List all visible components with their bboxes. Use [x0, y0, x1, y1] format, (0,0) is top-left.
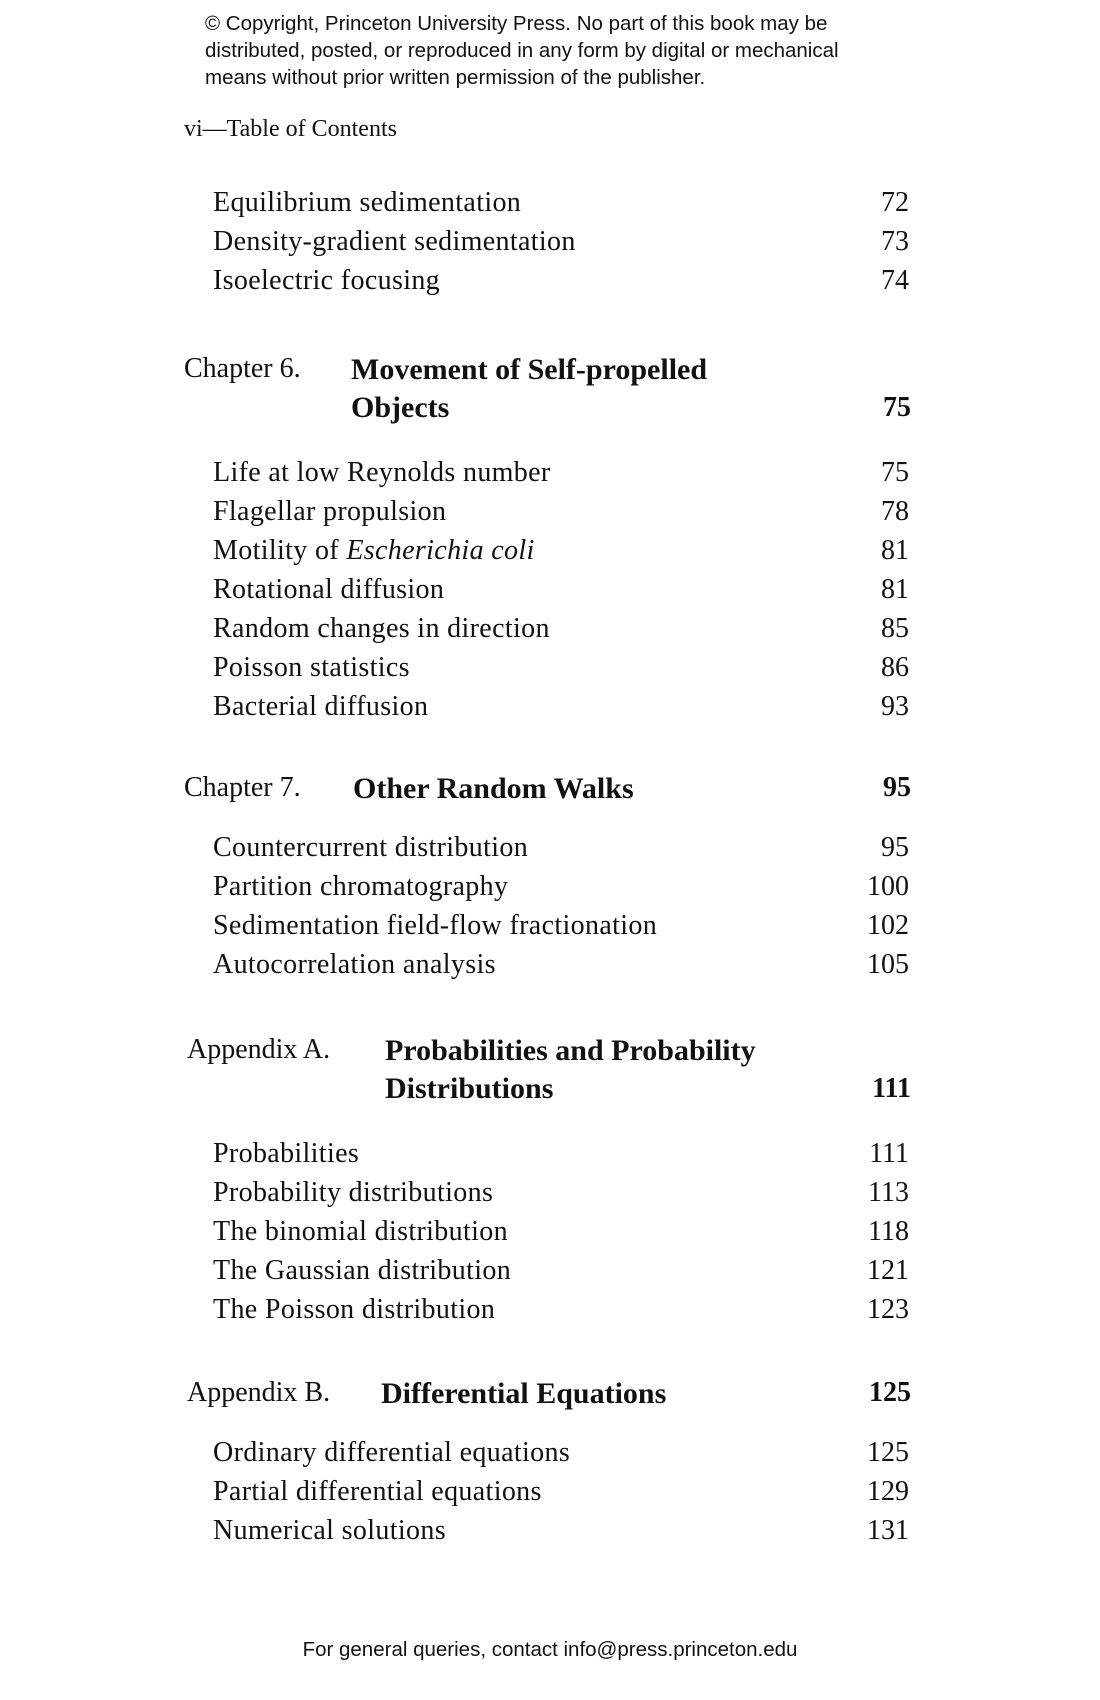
toc-entry: [0, 570, 1100, 609]
chapter-label: Chapter 7.: [184, 772, 301, 803]
toc-entry-title: Probability distributions: [213, 1177, 494, 1208]
toc-entry-page: 86: [881, 652, 909, 683]
chapter-title: [351, 351, 707, 427]
toc-entry-title: Countercurrent distribution: [213, 832, 529, 863]
toc-entry: [0, 1433, 1100, 1472]
chapter-6-section: [0, 353, 1100, 726]
running-head: vi—Table of Contents: [184, 116, 397, 142]
chapter-page: 125: [869, 1377, 911, 1408]
toc-entry-page: 95: [881, 832, 909, 863]
toc-entry-title: Partial differential equations: [213, 1476, 542, 1507]
toc-entry-page: 85: [881, 613, 909, 644]
toc-entry-title: Random changes in direction: [213, 613, 550, 644]
chapter-page: 111: [872, 1073, 911, 1104]
toc-entry-page: 125: [867, 1437, 909, 1468]
toc-entry: [0, 1173, 1100, 1212]
chapter-heading: [0, 772, 1100, 828]
toc-entry-title: The Poisson distribution: [213, 1294, 496, 1325]
chapter-page: 95: [883, 772, 911, 803]
toc-entry-title: Ordinary differential equations: [213, 1437, 571, 1468]
chapter-title: [353, 770, 634, 808]
toc-entry: [0, 183, 1100, 222]
toc-entry-page: 100: [867, 871, 909, 902]
toc-entry-title: Life at low Reynolds number: [213, 457, 551, 488]
toc-entry: [0, 492, 1100, 531]
chapter-heading: [0, 353, 1100, 453]
copyright-line: distributed, posted, or reproduced in any form by digital or mechanical: [205, 39, 839, 62]
chapter-title-line: Movement of Self-propelled: [351, 353, 708, 386]
chapter-label: Appendix B.: [187, 1377, 331, 1408]
toc-entry: [0, 828, 1100, 867]
footer-contact: For general queries, contact info@press.princeton.edu: [302, 1638, 798, 1661]
toc-entry-page: 78: [881, 496, 909, 527]
toc-entry-page: 73: [881, 226, 909, 257]
toc-entry: [0, 1251, 1100, 1290]
leading-entries: [0, 183, 1100, 300]
toc-entry-title: Partition chromatography: [213, 871, 509, 902]
toc-entry-title: Autocorrelation analysis: [213, 949, 496, 980]
chapter-page: 75: [883, 392, 911, 423]
toc-entry-page: 121: [867, 1255, 909, 1286]
toc-entry-page: 72: [881, 187, 909, 218]
toc-entry-page: 111: [869, 1138, 909, 1169]
appendix-a-section: [0, 1034, 1100, 1329]
toc-entry-page: 74: [881, 265, 909, 296]
toc-entry-page: 118: [868, 1216, 909, 1247]
toc-entry-title: Poisson statistics: [213, 652, 410, 683]
chapter-heading: [0, 1377, 1100, 1433]
toc-entry-title: Flagellar propulsion: [213, 496, 447, 527]
copyright-line: means without prior written permission of the publisher.: [205, 66, 706, 89]
toc-entry-title: Numerical solutions: [213, 1515, 446, 1546]
toc-entry-page: 123: [867, 1294, 909, 1325]
toc-entry-title: The Gaussian distribution: [213, 1255, 512, 1286]
toc-entry: [0, 867, 1100, 906]
toc-entry: [0, 945, 1100, 984]
chapter-title-line: Differential Equations: [381, 1377, 667, 1410]
toc-entry: [0, 1472, 1100, 1511]
toc-entry-page: 113: [868, 1177, 909, 1208]
chapter-title-line: Probabilities and Probability: [385, 1034, 756, 1067]
toc-entry-page: 102: [867, 910, 909, 941]
chapter-title-line: Other Random Walks: [353, 772, 634, 805]
chapter-label: Appendix A.: [187, 1034, 331, 1065]
toc-entry: [0, 1212, 1100, 1251]
chapter-title: [381, 1375, 666, 1413]
copyright-line: © Copyright, Princeton University Press. No part of this book may be: [205, 12, 828, 35]
toc-entry: [0, 1511, 1100, 1550]
toc-entry: [0, 687, 1100, 726]
toc-entry-title-italic: Escherichia coli: [346, 535, 535, 566]
toc-entry-title: Density-gradient sedimentation: [213, 226, 576, 257]
toc-entry: [0, 906, 1100, 945]
toc-entry: [0, 531, 1100, 570]
toc-entry-page: 75: [881, 457, 909, 488]
toc-entry-title: Bacterial diffusion: [213, 691, 429, 722]
toc-entry-page: 129: [867, 1476, 909, 1507]
toc-entry-title: The binomial distribution: [213, 1216, 508, 1247]
toc-entry: [0, 261, 1100, 300]
toc-entry-page: 81: [881, 574, 909, 605]
toc-entry: [0, 453, 1100, 492]
chapter-title-line: Distributions: [385, 1072, 554, 1105]
chapter-heading: [0, 1034, 1100, 1134]
toc-entry-title: Equilibrium sedimentation: [213, 187, 522, 218]
toc-entry-title: Probabilities: [213, 1138, 360, 1169]
chapter-title-line: Objects: [351, 391, 450, 424]
toc-entry: [0, 222, 1100, 261]
toc-entry: [0, 609, 1100, 648]
chapter-7-section: [0, 772, 1100, 984]
toc-entry-page: 81: [881, 535, 909, 566]
toc-entry-title: Sedimentation field-flow fractionation: [213, 910, 658, 941]
toc-entry: [0, 1134, 1100, 1173]
toc-entry-title: [213, 535, 535, 567]
toc-entry: [0, 1290, 1100, 1329]
toc-entry-title-prefix: Motility of: [213, 535, 347, 566]
appendix-b-section: [0, 1377, 1100, 1550]
toc-entry: [0, 648, 1100, 687]
toc-entry-title: Isoelectric focusing: [213, 265, 441, 296]
toc-entry-page: 131: [867, 1515, 909, 1546]
toc-entry-page: 93: [881, 691, 909, 722]
chapter-label: Chapter 6.: [184, 353, 301, 384]
toc-entry-title: Rotational diffusion: [213, 574, 445, 605]
toc-entry-page: 105: [867, 949, 909, 980]
chapter-title: [385, 1032, 756, 1108]
